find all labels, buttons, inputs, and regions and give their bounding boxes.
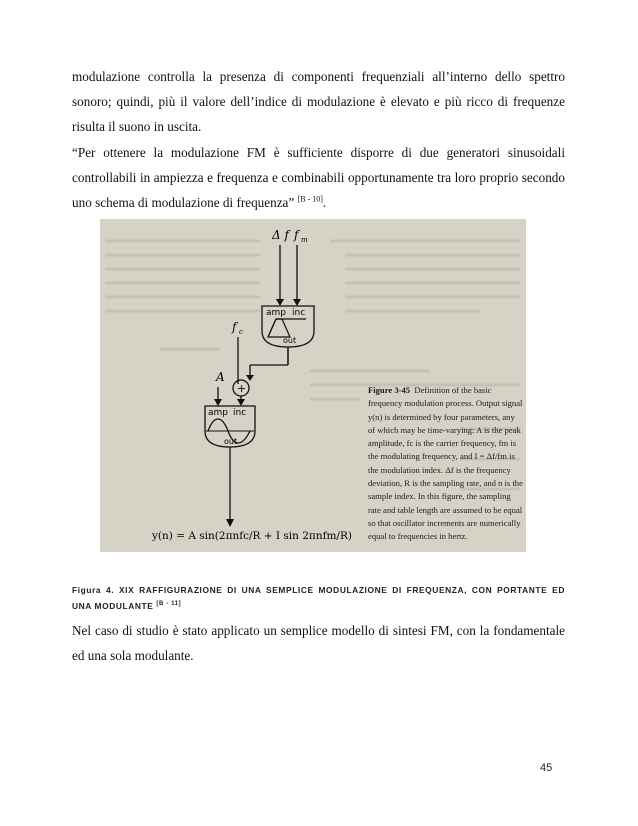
carrier-amp-label: amp: [208, 408, 228, 418]
figure-description-text: Definition of the basic frequency modulation process. Output signal y(n) is determined by four parameters, any of which may be time-varying: A is the peak amplitude, fc is the carrier frequency, fm is the modulating frequency, and I = Δf/fm is the modulation index. Δf is the frequency deviation, R is the sampling rate, and n is the sample index. In this figure, the sampling rate and table length are assumed to be equal so that oscillator increments are numerically equal to frequencies in hertz.: [368, 385, 523, 542]
amplitude-label: A: [216, 370, 225, 384]
paragraph-1: modulazione controlla la presenza di componenti frequenziali all’interno dello spettro sonoro; quindi, più il valore dell’indice di modulazione è elevato e più ricco di frequenze risulta il suono in uscita.: [72, 69, 565, 134]
adder-plus-label: +: [237, 382, 247, 395]
modulator-oscillator: [262, 306, 314, 347]
fm-formula: y(n) = A sin(2πnfc/R + I sin 2πnfm/R): [152, 530, 352, 542]
page-number: 45: [540, 762, 553, 774]
citation-ref: [B - 10]: [297, 194, 323, 204]
fm-sub-label: m: [301, 236, 308, 244]
delta-f-label: Δ f: [272, 228, 289, 242]
fc-label: f: [232, 320, 237, 334]
paragraph-3: Nel caso di studio è stato applicato un semplice modello di sintesi FM, con la fondamentale ed una sola modulante.: [72, 623, 565, 663]
figure-scan: [100, 219, 526, 552]
fc-sub-label: c: [239, 328, 243, 336]
modulator-out-label: out: [283, 336, 297, 345]
fm-label: f: [294, 228, 299, 242]
figure-description: [368, 384, 523, 544]
caption-text: Figura 4. XIX RAFFIGURAZIONE DI UNA SEMPLICE MODULAZIONE DI FREQUENZA, CON PORTANTE ED UNA MODULANTE: [72, 585, 565, 611]
carrier-oscillator: [205, 406, 255, 447]
figure-caption: [72, 582, 565, 614]
carrier-inc-label: inc: [233, 408, 247, 418]
modulator-amp-label: amp: [266, 308, 286, 318]
citation-suffix: .: [322, 195, 327, 210]
quote-text: “Per ottenere la modulazione FM è sufficiente disporre di due generatori sinusoidali controllabili in ampiezza e frequenza e combinabili opportunamente tra loro proprio secondo uno schema di modulazione di frequenza”: [72, 145, 565, 210]
caption-citation: [B - 11]: [156, 601, 182, 608]
figure-title: Figure 3-45: [368, 385, 411, 395]
paragraph-quote: [72, 140, 565, 215]
carrier-out-label: out: [224, 437, 238, 446]
modulator-inc-label: inc: [292, 308, 306, 318]
